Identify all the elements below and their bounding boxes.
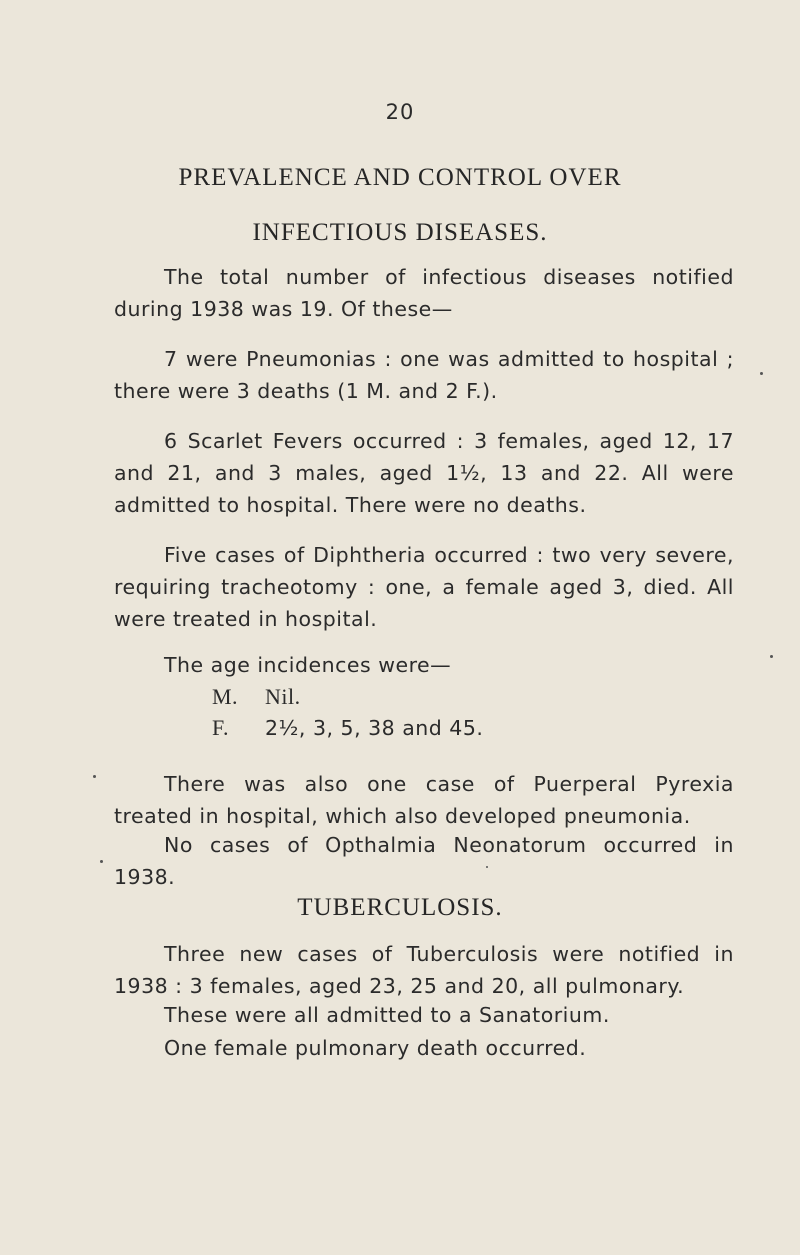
- age-female-value: 2½, 3, 5, 38 and 45.: [265, 716, 484, 740]
- paragraph-opthalmia: [114, 829, 734, 893]
- paragraph-pulmonary-death: One female pulmonary death occurred.: [164, 1036, 587, 1060]
- paragraph-line: there were 3 deaths (1 M. and 2 F.).: [114, 379, 498, 403]
- age-male-value: Nil.: [265, 684, 301, 709]
- paragraph-line: Three new cases of Tuberculosis were notified in: [164, 942, 734, 966]
- paragraph-line: Five cases of Diphtheria occurred : two very severe,: [164, 543, 734, 567]
- paragraph-line: and 21, and 3 males, aged 1½, 13 and 22. All were: [114, 461, 734, 485]
- paragraph-line: No cases of Opthalmia Neonatorum occurred in: [164, 833, 734, 857]
- page-number: 20: [385, 100, 415, 124]
- paragraph-line: 1938.: [114, 865, 176, 889]
- scan-speck: [770, 655, 773, 658]
- section-heading-line-2: INFECTIOUS DISEASES.: [252, 219, 548, 246]
- scan-speck: [100, 860, 103, 863]
- paragraph-line: 7 were Pneumonias : one was admitted to hospital ;: [164, 347, 734, 371]
- paragraph-sanatorium: These were all admitted to a Sanatorium.: [164, 1003, 610, 1027]
- age-male-label: M.: [212, 684, 239, 709]
- scan-speck: [93, 775, 96, 778]
- paragraph-line: There was also one case of Puerperal Pyrexia: [164, 772, 734, 796]
- paragraph-pneumonias: [114, 343, 734, 407]
- tuberculosis-heading: TUBERCULOSIS.: [297, 894, 503, 921]
- age-incidences-intro: The age incidences were—: [164, 653, 452, 677]
- paragraph-line: treated in hospital, which also developed pneumonia.: [114, 804, 691, 828]
- age-female-label: F.: [212, 715, 229, 740]
- paragraph-line: The total number of infectious diseases notified: [164, 265, 734, 289]
- paragraph-line: 6 Scarlet Fevers occurred : 3 females, aged 12, 17: [164, 429, 734, 453]
- paragraph-line: during 1938 was 19. Of these—: [114, 297, 453, 321]
- paragraph-line: were treated in hospital.: [114, 607, 378, 631]
- section-heading-line-1: PREVALENCE AND CONTROL OVER: [178, 164, 622, 191]
- paragraph-scarlet-fevers: [114, 425, 734, 521]
- paragraph-line: requiring tracheotomy : one, a female aged 3, died. All: [114, 575, 734, 599]
- paragraph-line: admitted to hospital. There were no deaths.: [114, 493, 587, 517]
- paragraph-puerperal-pyrexia: [114, 768, 734, 832]
- paragraph-tuberculosis-cases: [114, 938, 734, 1002]
- scan-speck: [486, 866, 488, 868]
- scan-speck: [760, 372, 763, 375]
- paragraph-total-notified: [114, 261, 734, 325]
- paragraph-diphtheria: [114, 539, 734, 635]
- paragraph-line: 1938 : 3 females, aged 23, 25 and 20, all pulmonary.: [114, 974, 685, 998]
